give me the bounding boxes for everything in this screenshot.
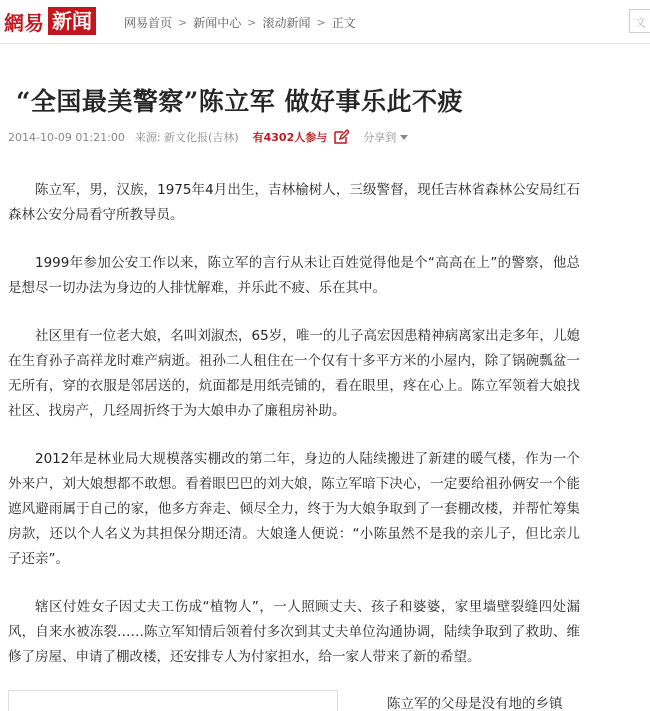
article-title: “全国最美警察”陈立军 做好事乐此不疲	[16, 87, 463, 116]
breadcrumb-home[interactable]: 网易首页	[124, 16, 173, 30]
breadcrumb-news-center[interactable]: 新闻中心	[193, 16, 242, 30]
breadcrumb	[124, 14, 356, 31]
article-paragraph: 陈立军，男，汉族，1975年4月出生，吉林榆树人，三级警督，现任吉林省森林公安局红石森林公安分局看守所教导员。	[8, 182, 580, 223]
article-paragraph: 社区里有一位老大娘，名叫刘淑杰，65岁，唯一的儿子高宏因患精神病离家出走多年，儿媳在生育孙子高祥龙时难产病逝。祖孙二人租住在一个仅有十多平方米的小屋内，除了锅碗瓢盆一无所有，穿的衣服是邻居送的，炕面都是用纸壳铺的，看在眼里，疼在心上。陈立军领着大娘找社区、找房产，几经周折终于为大娘申办了廉租房补助。	[8, 328, 580, 419]
article-paragraph: 陈立军的父母是没有地的乡镇	[387, 696, 563, 711]
logo-box-text: 新闻	[48, 7, 96, 35]
participants-link[interactable]: 有4302人参与	[252, 131, 328, 144]
breadcrumb-rolling-news[interactable]: 滚动新闻	[262, 16, 311, 30]
article-paragraph: 辖区付姓女子因丈夫工伤成“植物人”，一人照顾丈夫、孩子和婆婆，家里墙壁裂缝四处漏风，自来水被冻裂……陈立军知情后领着付多次到其丈夫单位沟通协调，陆续争取到了救助、维修了房屋、申请了棚改楼，还安排专人为付家担水，给一家人带来了新的希望。	[8, 599, 580, 665]
logo-text: 網易	[4, 10, 44, 35]
top-bar	[0, 0, 650, 44]
article-source[interactable]: 来源: 新文化报(吉林)	[134, 131, 239, 144]
breadcrumb-separator-icon: >	[316, 16, 326, 29]
breadcrumb-separator-icon: >	[247, 16, 257, 29]
comment-edit-icon[interactable]	[333, 129, 349, 145]
sidebar-info-box	[8, 690, 338, 711]
article-paragraph: 1999年参加公安工作以来，陈立军的言行从未让百姓觉得他是个“高高在上”的警察，他总是想尽一切办法为身边的人排忧解难，并乐此不疲、乐在其中。	[8, 255, 580, 296]
publish-date: 2014-10-09 01:21:00	[8, 130, 125, 144]
netease-news-logo[interactable]	[4, 6, 96, 36]
chevron-down-icon	[400, 135, 408, 140]
breadcrumb-current: 正文	[331, 16, 356, 30]
article-body	[8, 178, 580, 693]
search-input[interactable]: 文	[629, 9, 650, 33]
share-label: 分享到	[363, 131, 397, 144]
article-meta	[8, 129, 408, 145]
article-paragraph: 2012年是林业局大规模落实棚改的第二年，身边的人陆续搬进了新建的暖气楼，作为一个外来户，刘大娘想都不敢想。看着眼巴巴的刘大娘，陈立军暗下决心，一定要给祖孙俩安一个能遮风避雨属于自己的家，他多方奔走、倾尽全力，终于为大娘争取到了一套棚改楼，并帮忙筹集房款，还以个人名义为其担保分期还清。大娘逢人便说：“小陈虽然不是我的亲儿子，但比亲儿子还亲”。	[8, 451, 580, 567]
breadcrumb-separator-icon: >	[178, 16, 188, 29]
share-dropdown[interactable]	[363, 129, 408, 145]
